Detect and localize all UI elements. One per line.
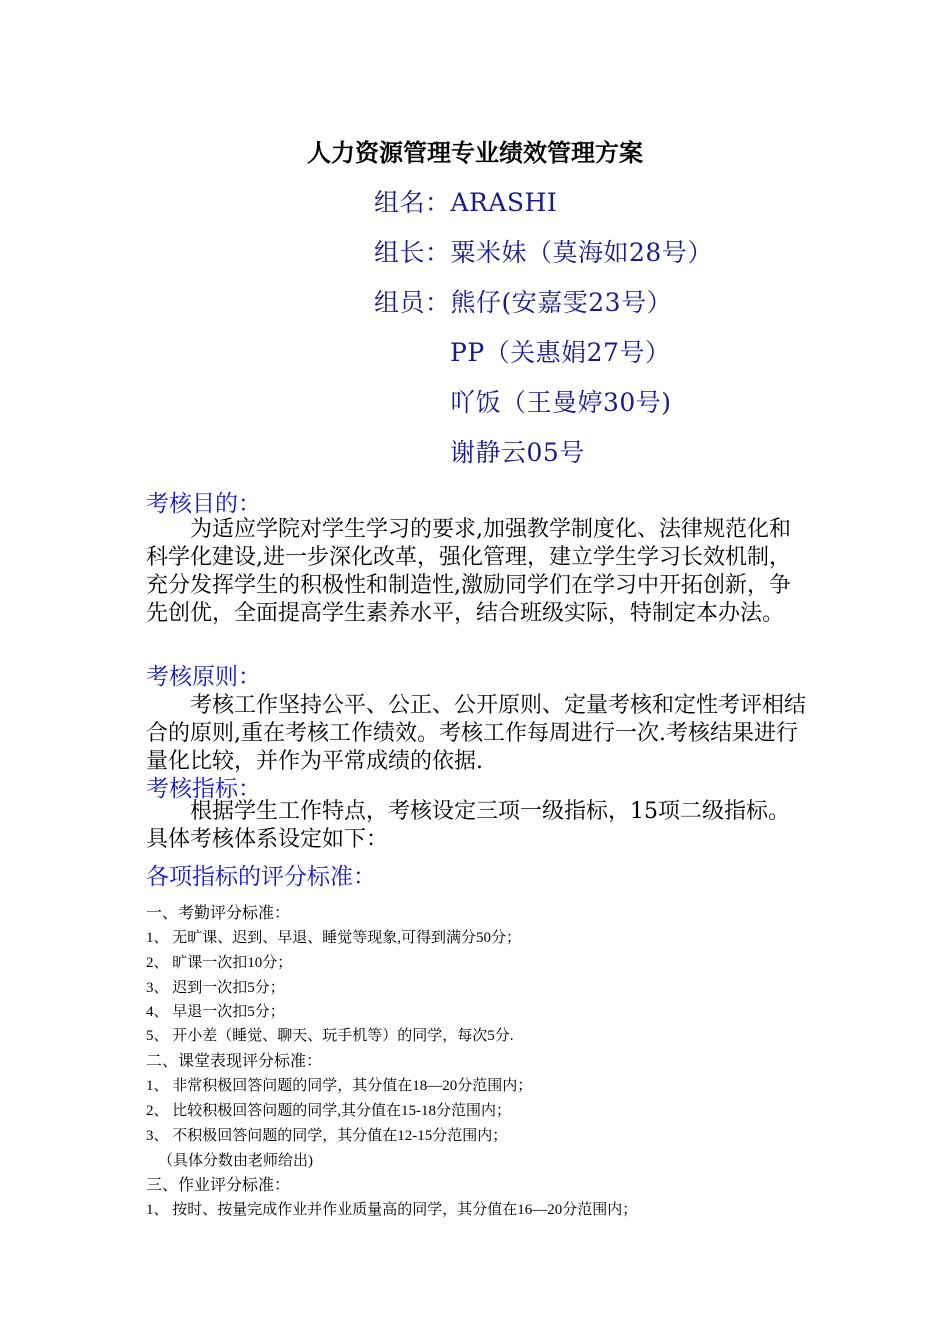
principle-text: 考核工作坚持公平、公正、公开原则、定量考核和定性考评相结合的原则,重在考核工作绩效。考核工作每周进行一次.考核结果进行量化比较，并作为平常成绩的依据. (146, 693, 807, 774)
indicators-heading: 考核指标： (146, 776, 261, 802)
document-title: 人力资源管理专业绩效管理方案 (307, 139, 643, 167)
group-member-3: 吖饭（王曼婷30号) (450, 388, 672, 417)
classroom-item: 1、 非常积极回答问题的同学，其分值在18—20分范围内； (146, 1078, 533, 1094)
purpose-text: 为适应学院对学生学习的要求,加强教学制度化、法律规范化和科学化建设,进一步深化改革，强化管理，建立学生学习长效机制，充分发挥学生的积极性和制造性,激励同学们在学习中开拓创新，争先创优，全面提高学生素养水平，结合班级实际，特制定本办法。 (146, 517, 791, 626)
group-member-1: 组员：熊仔(安嘉雯23号） (374, 288, 673, 317)
standards-heading: 各项指标的评分标准： (146, 864, 376, 890)
homework-heading: 三、作业评分标准： (146, 1175, 291, 1194)
classroom-item: 2、 比较积极回答问题的同学,其分值在15-18分范围内； (146, 1103, 511, 1119)
group-leader: 组长：粟米妹（莫海如28号） (374, 238, 713, 267)
classroom-note: （具体分数由老师给出) (158, 1153, 313, 1169)
homework-item: 1、 按时、按量完成作业并作业质量高的同学，其分值在16—20分范围内； (146, 1202, 638, 1218)
classroom-item: 3、 不积极回答问题的同学，其分值在12-15分范围内； (146, 1128, 508, 1144)
group-member-4: 谢静云05号 (450, 438, 585, 467)
indicators-text: 根据学生工作特点，考核设定三项一级指标，15项二级指标。具体考核体系设定如下： (146, 799, 790, 852)
indicators-paragraph (146, 798, 806, 854)
group-name: 组名：ARASHI (374, 188, 558, 217)
group-member-2: PP（关惠娟27号） (450, 338, 671, 367)
attendance-item: 3、 迟到一次扣5分； (146, 980, 285, 996)
attendance-item: 4、 早退一次扣5分； (146, 1004, 285, 1020)
principle-paragraph (146, 692, 806, 776)
attendance-item: 2、 旷课一次扣10分； (146, 955, 293, 971)
attendance-heading: 一、考勤评分标准： (146, 903, 291, 922)
principle-heading: 考核原则： (146, 664, 261, 690)
purpose-paragraph (146, 516, 806, 628)
attendance-item: 5、 开小差（睡觉、聊天、玩手机等）的同学，每次5分. (146, 1028, 514, 1044)
purpose-heading: 考核目的： (146, 491, 261, 517)
classroom-heading: 二、课堂表现评分标准： (146, 1051, 323, 1070)
attendance-item: 1、 无旷课、迟到、早退、睡觉等现象,可得到满分50分； (146, 930, 522, 946)
